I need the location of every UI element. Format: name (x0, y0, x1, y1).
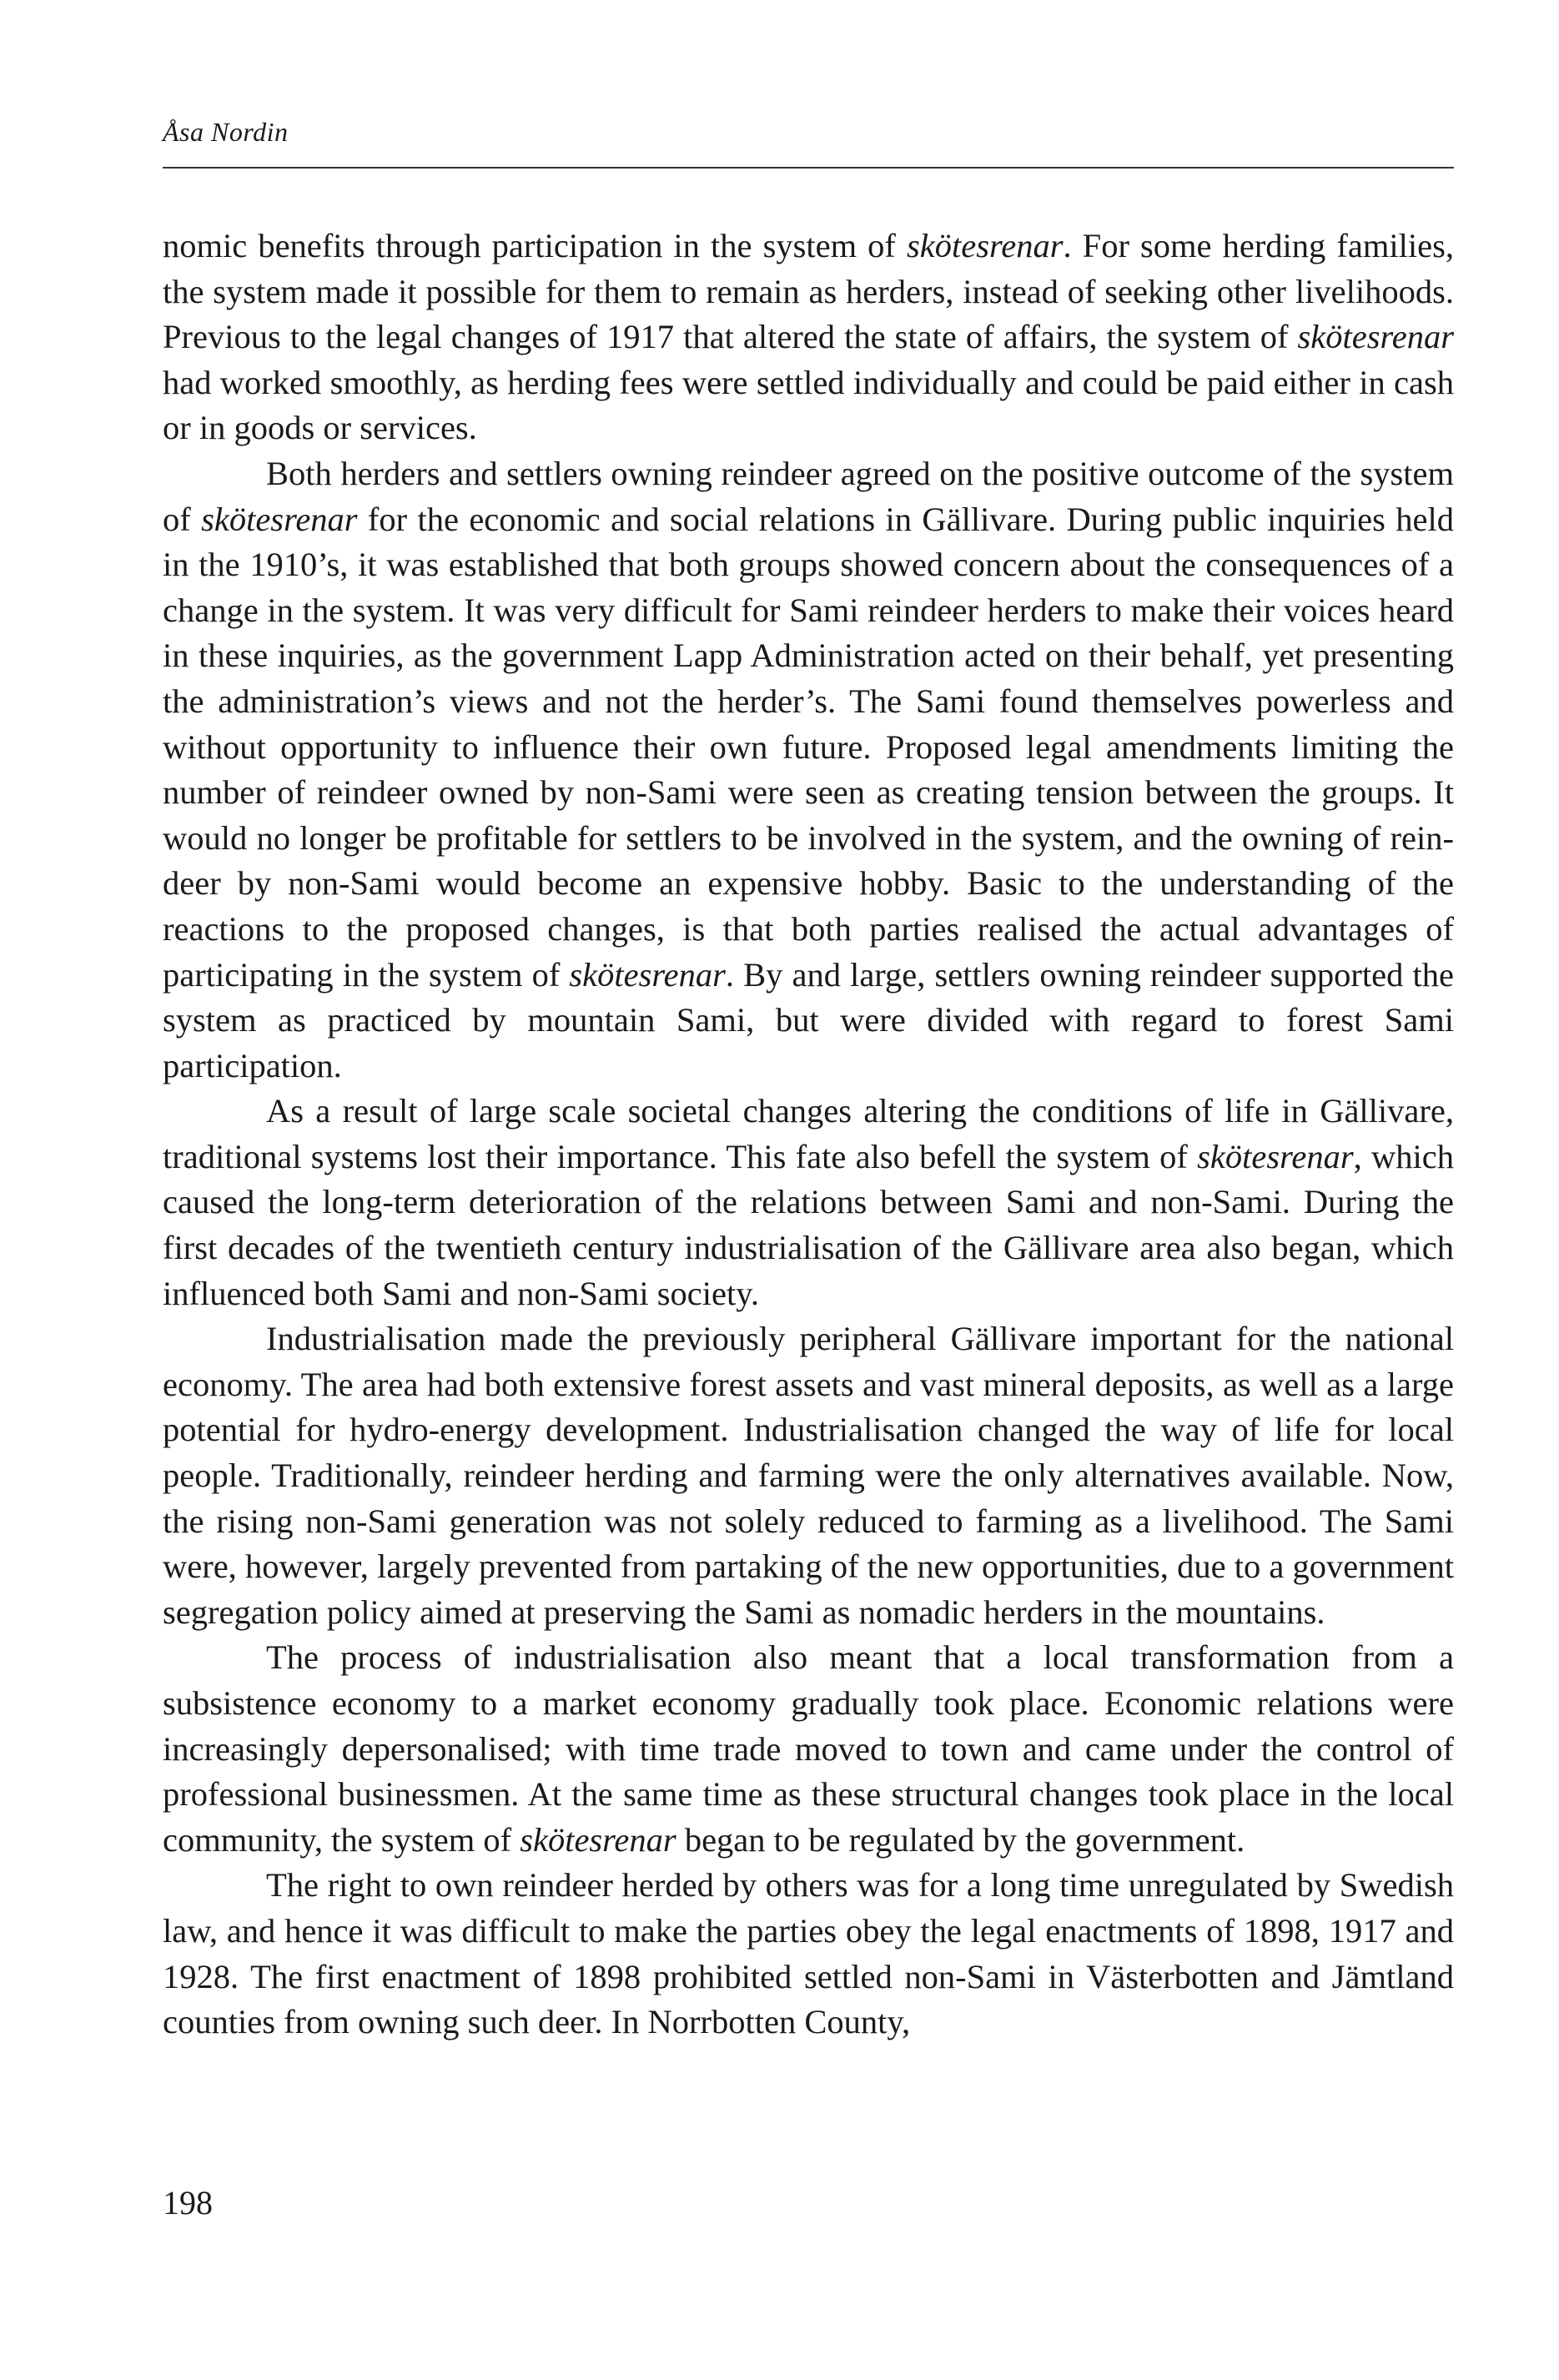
text-run: began to be regulated by the government. (676, 1820, 1245, 1859)
italic-term: skötesrenar (520, 1820, 676, 1859)
body-text (163, 224, 1454, 2045)
italic-term: skötesrenar (201, 500, 358, 538)
text-run: for the economic and social relations in Gällivare. During public inquiries held in the 1910’s, it was established that both groups showed concern about the consequences of a change in the system. It was very difficult for Sami reindeer herders to make their voices heard in these inquiries, as the government Lapp Administration acted on their behalf, yet presenting the administration’s views and not the herder’s. The Sami found themselves powerless and without opportunity to influence their own future. Proposed legal amendments limiting the number of reindeer owned by non-Sami were seen as creating tension between the groups. It would no longer be profitable for settlers to be involved in the system, and the owning of reindeer by non-Sami would become an expensive hobby. Basic to the understanding of the reactions to the proposed changes, is that both parties realised the actual advantages of participating in the system of (163, 500, 1454, 994)
paragraph (163, 1089, 1454, 1316)
text-run: . By and large, settlers owning reindeer supported the system as practiced by mountain Sami, but were divided with regard to forest Sami participation. (163, 955, 1454, 1084)
paragraph (163, 1635, 1454, 1863)
page-number: 198 (163, 2184, 213, 2222)
italic-term: skötesrenar (906, 227, 1064, 264)
header-rule (163, 167, 1454, 169)
text-run: nomic benefits through participation in the system of (163, 227, 907, 264)
paragraph (163, 451, 1454, 1089)
italic-term: skötesrenar (569, 955, 726, 994)
italic-term: skötesrenar (1297, 318, 1454, 356)
text-run: had worked smoothly, as herding fees were settled individually and could be paid either in cash or in goods or services. (163, 363, 1454, 447)
paragraph (163, 1863, 1454, 2045)
running-head-author: Åsa Nordin (163, 117, 289, 147)
text-run: As a result of large scale societal changes altering the conditions of life in Gällivare, traditional systems lost their importance. This fate also befell the system of (163, 1092, 1454, 1175)
text-run: Both herders and settlers owning reindeer agreed on the positive outcome of the system of (163, 454, 1454, 538)
paragraph (163, 224, 1454, 451)
text-run: . For some herding families, the system made it possible for them to remain as herders, instead of seeking other livelihoods. Previous to the legal changes of 1917 that altered the state of affairs, the system of (163, 227, 1454, 356)
italic-term: skötesrenar (1197, 1137, 1354, 1175)
text-run: The process of industrialisation also meant that a local transformation from a subsistence economy to a market economy gradually took place. Economic relations were increasingly depersonalised; with time trade moved to town and came under the control of professional businessmen. At the same time as these structural changes took place in the local community, the system of (163, 1638, 1454, 1859)
paragraph (163, 1316, 1454, 1635)
text-run: , which caused the long-term deterioration of the relations between Sami and non-Sami. During the first decades of the twentieth century industrialisation of the Gällivare area also began, which influenced both Sami and non-Sami society. (163, 1137, 1454, 1312)
text-run: The right to own reindeer herded by others was for a long time unregulated by Swedish law, and hence it was difficult to make the parties obey the legal enactments of 1898, 1917 and 1928. The first enactment of 1898 prohibited settled non-Sami in Västerbotten and Jämtland counties from owning such deer. In Norrbotten County, (163, 1866, 1454, 2041)
text-run: Industrialisation made the previously peripheral Gällivare important for the national economy. The area had both extensive forest assets and vast mineral deposits, as well as a large potential for hydro-energy development. Industrialisation changed the way of life for local people. Traditionally, reindeer herding and farming were the only alternatives available. Now, the rising non-Sami generation was not solely reduced to farming as a livelihood. The Sami were, however, largely prevented from partaking of the new opportunities, due to a government segregation policy aimed at preserving the Sami as nomadic herders in the mountains. (163, 1320, 1454, 1631)
